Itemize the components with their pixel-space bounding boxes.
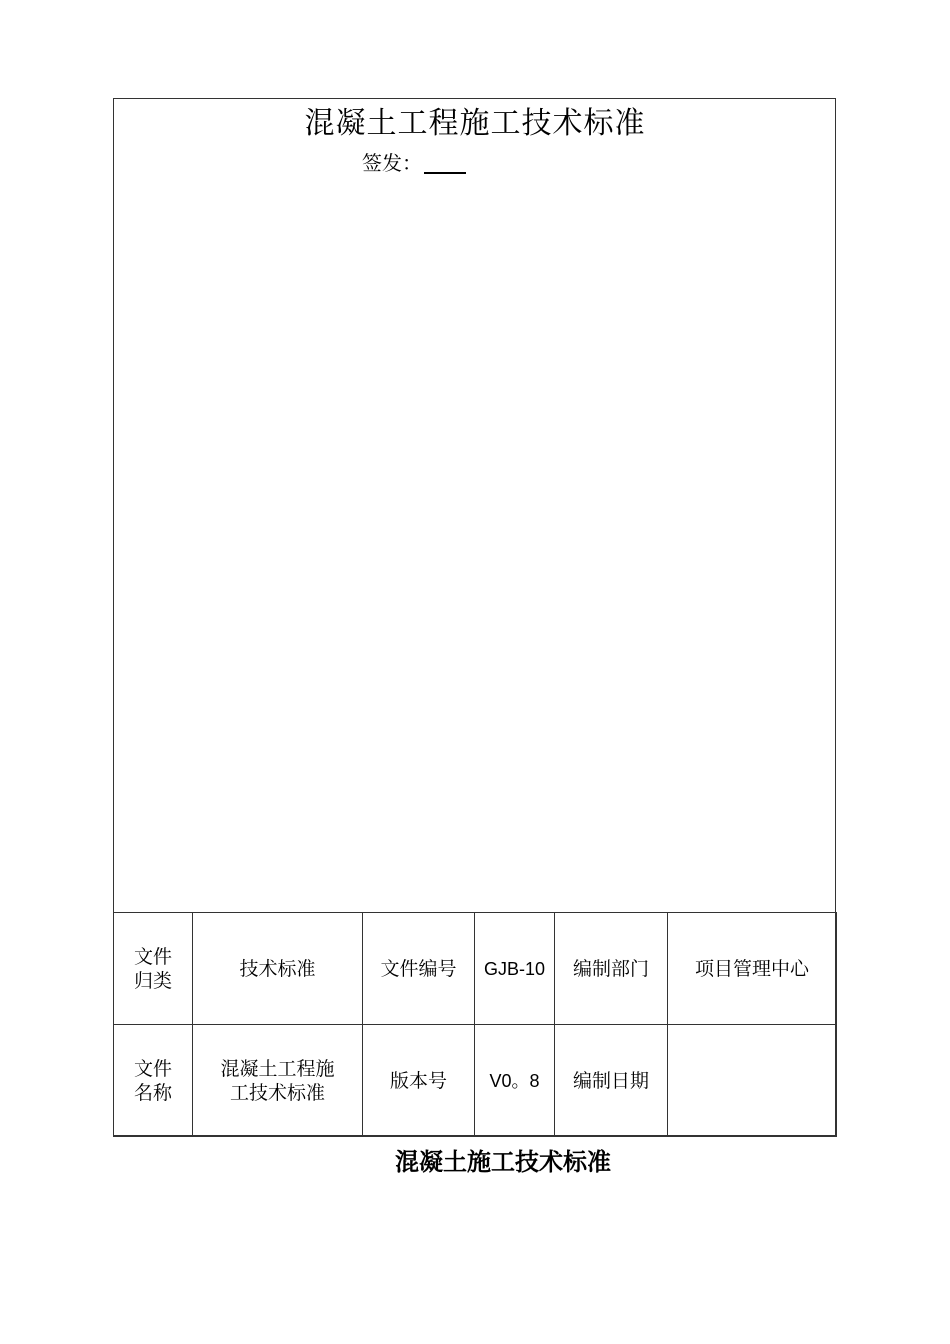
- doc-number-label-cell: 文件编号: [363, 913, 475, 1025]
- name-label-cell: 文件 名称: [114, 1025, 193, 1137]
- table-row: [114, 1025, 837, 1137]
- department-label-cell: 编制部门: [555, 913, 668, 1025]
- signature-line: [424, 172, 466, 174]
- name-value-cell: 混凝土工程施 工技术标准: [193, 1025, 363, 1137]
- version-label-cell: 版本号: [363, 1025, 475, 1137]
- date-value-cell: [668, 1025, 837, 1137]
- department-value-cell: 项目管理中心: [668, 913, 837, 1025]
- document-title: 混凝土工程施工技术标准: [304, 106, 646, 141]
- doc-number-value-cell: GJB-10: [475, 913, 555, 1025]
- date-label-cell: 编制日期: [555, 1025, 668, 1137]
- table-row: [114, 913, 837, 1025]
- document-info-table: [113, 912, 837, 1137]
- sign-label: 签发：: [362, 151, 422, 175]
- category-value-cell: 技术标准: [193, 913, 363, 1025]
- footer-title: 混凝土施工技术标准: [395, 1148, 611, 1176]
- signature-row: [362, 150, 466, 176]
- category-label-cell: 文件 归类: [114, 913, 193, 1025]
- version-value-cell: V0。8: [475, 1025, 555, 1137]
